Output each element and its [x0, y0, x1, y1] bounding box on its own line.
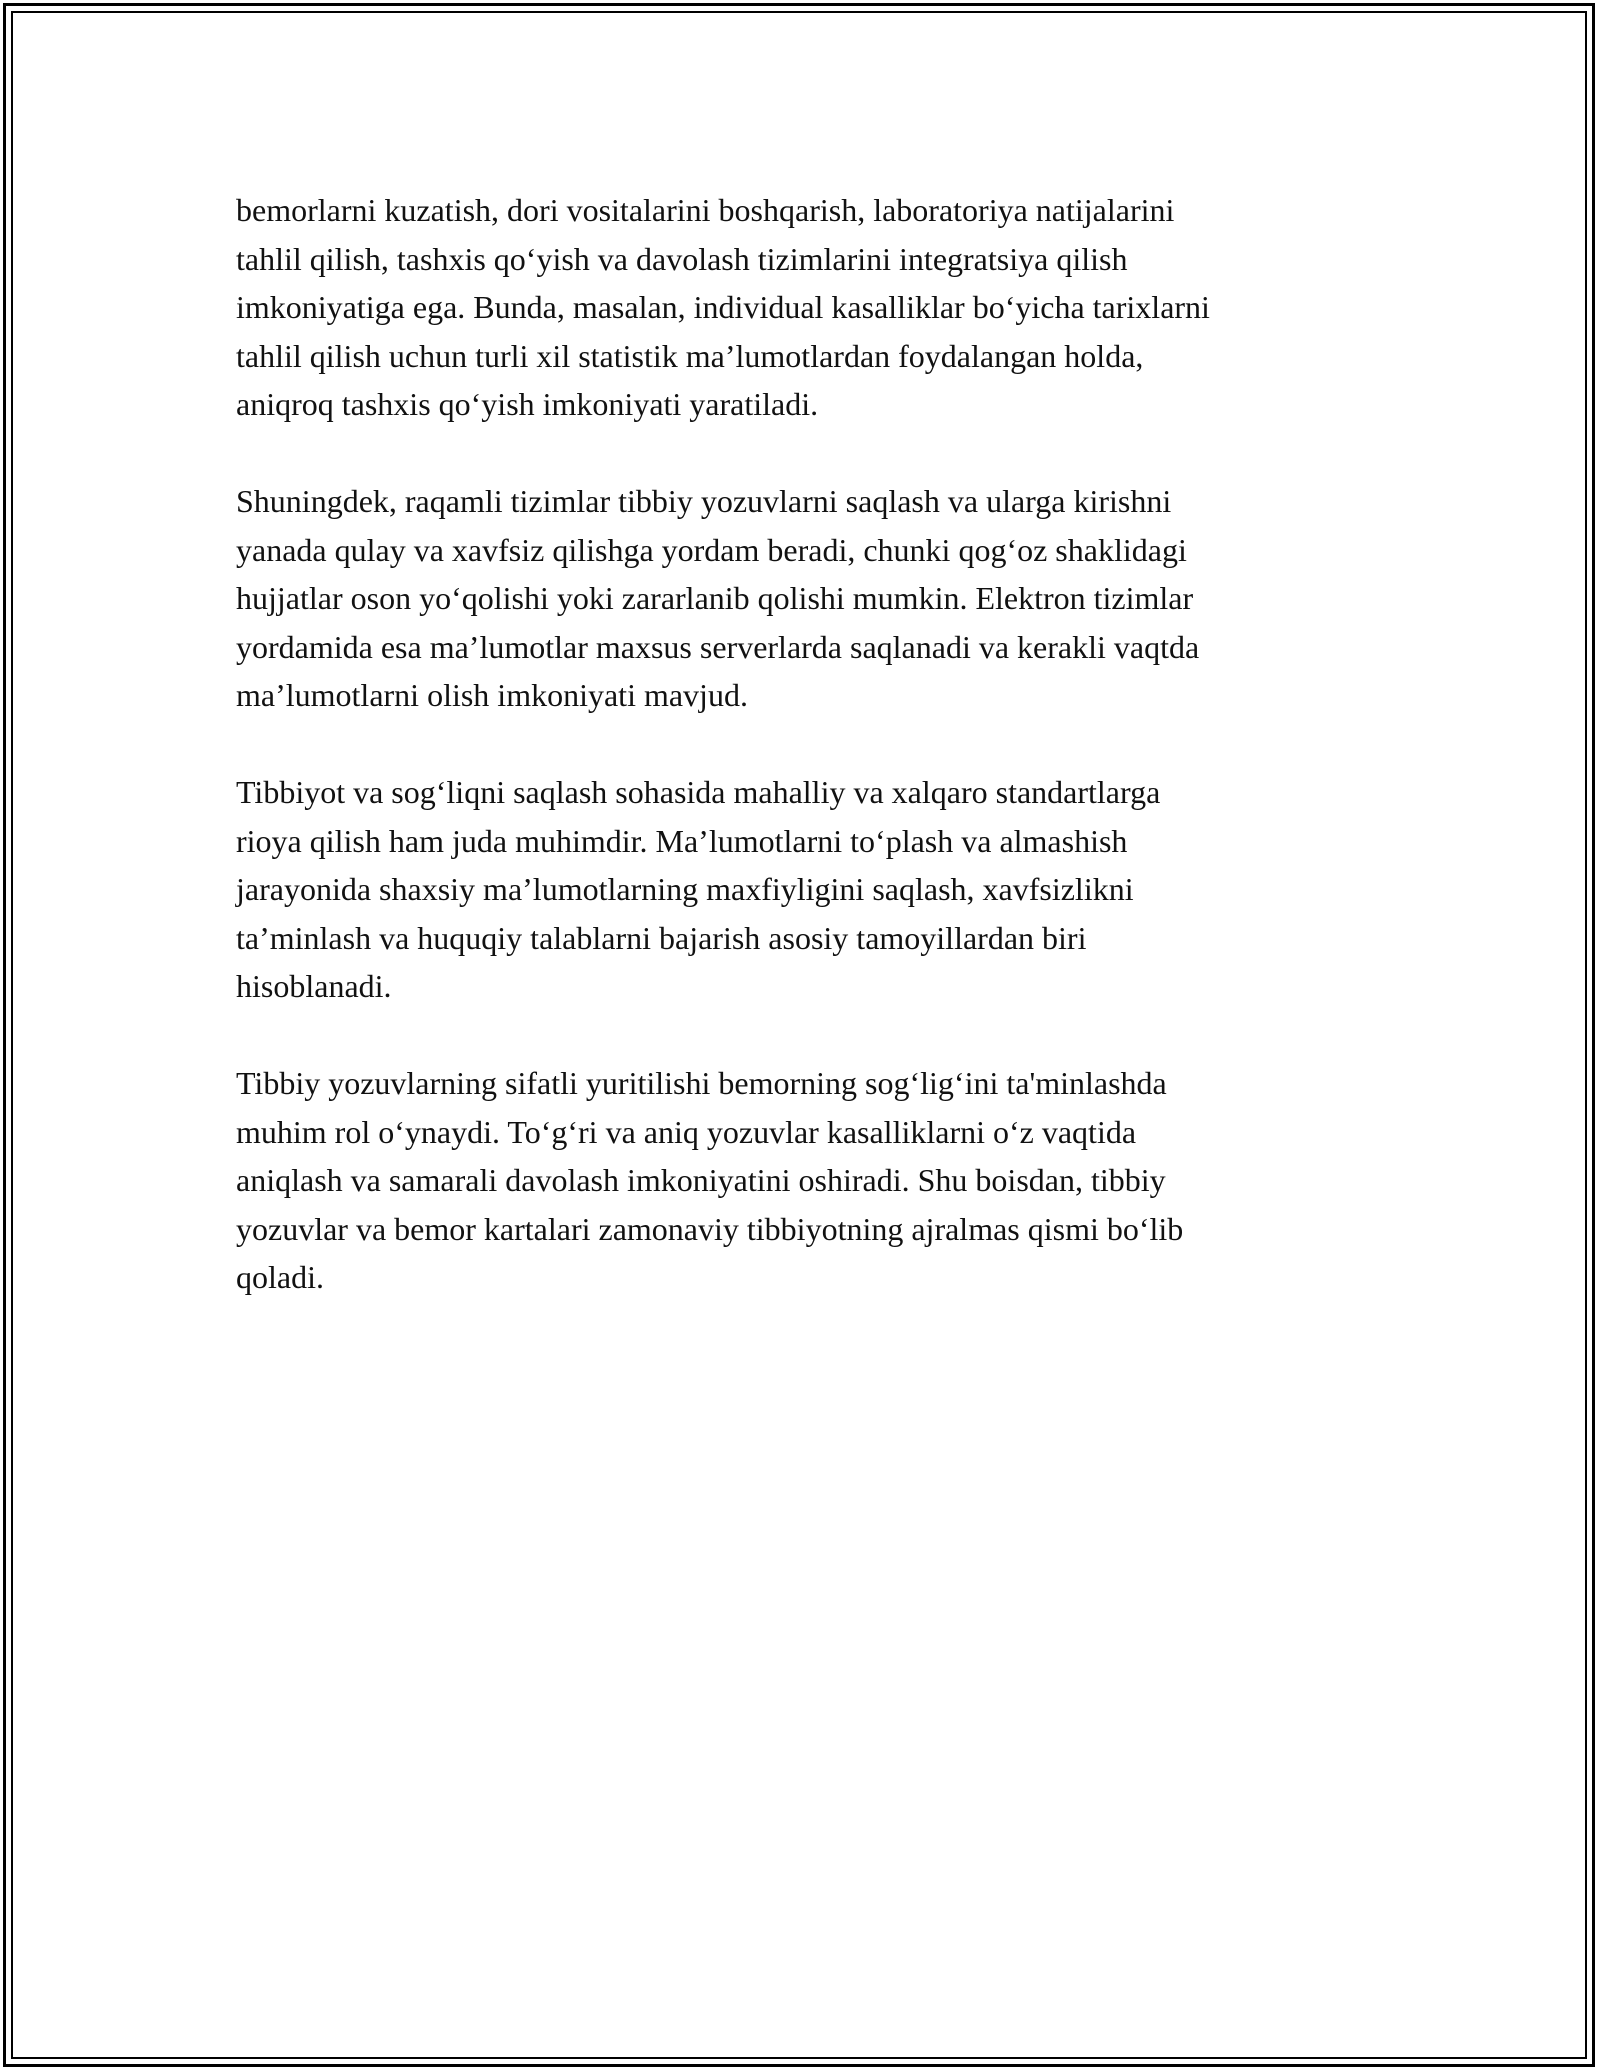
paragraph-1 [236, 186, 1416, 429]
paragraph-4 [236, 1059, 1416, 1302]
text-line: jarayonida shaxsiy ma’lumotlarning maxfiyligini saqlash, xavfsizlikni [236, 871, 1134, 907]
text-line: tahlil qilish, tashxis qo‘yish va davolash tizimlarini integratsiya qilish [236, 240, 1128, 277]
text-line: Tibbiy yozuvlarning sifatli yuritilishi bemorning sog‘lig‘ini ta'minlashda [236, 1065, 1167, 1101]
text-line: Tibbiyot va sog‘liqni saqlash sohasida mahalliy va xalqaro standartlarga [236, 774, 1161, 810]
text-line: yordamida esa ma’lumotlar maxsus serverlarda saqlanadi va kerakli vaqtda [236, 628, 1200, 665]
text-line: tahlil qilish uchun turli xil statistik ma’lumotlardan foydalangan holda, [236, 337, 1144, 374]
text-line: hujjatlar oson yo‘qolishi yoki zararlanib qolishi mumkin. Elektron tizimlar [236, 580, 1194, 616]
text-line: rioya qilish ham juda muhimdir. Ma’lumotlarni to‘plash va almashish [236, 822, 1128, 859]
text-line: aniqroq tashxis qo‘yish imkoniyati yaratiladi. [236, 386, 819, 422]
text-line: muhim rol o‘ynaydi. To‘g‘ri va aniq yozuvlar kasalliklarni o‘z vaqtida [236, 1113, 1137, 1150]
text-line: Shuningdek, raqamli tizimlar tibbiy yozuvlarni saqlash va ularga kirishni [236, 483, 1172, 519]
text-line: ta’minlash va huquqiy talablarni bajarish asosiy tamoyillardan biri [236, 919, 1087, 956]
text-line: qoladi. [236, 1259, 324, 1295]
text-line: aniqlash va samarali davolash imkoniyatini oshiradi. Shu boisdan, tibbiy [236, 1162, 1166, 1198]
paragraph-2 [236, 477, 1416, 720]
text-line: bemorlarni kuzatish, dori vositalarini boshqarish, laboratoriya natijalarini [236, 192, 1175, 228]
text-line: hisoblanadi. [236, 968, 392, 1004]
paragraph-3 [236, 768, 1416, 1011]
text-line: imkoniyatiga ega. Bunda, masalan, individual kasalliklar bo‘yicha tarixlarni [236, 289, 1210, 325]
text-line: yanada qulay va xavfsiz qilishga yordam beradi, chunki qog‘oz shaklidagi [236, 531, 1187, 568]
text-line: ma’lumotlarni olish imkoniyati mavjud. [236, 677, 748, 713]
document-body [236, 186, 1416, 1350]
text-line: yozuvlar va bemor kartalari zamonaviy tibbiyotning ajralmas qismi bo‘lib [236, 1210, 1184, 1247]
